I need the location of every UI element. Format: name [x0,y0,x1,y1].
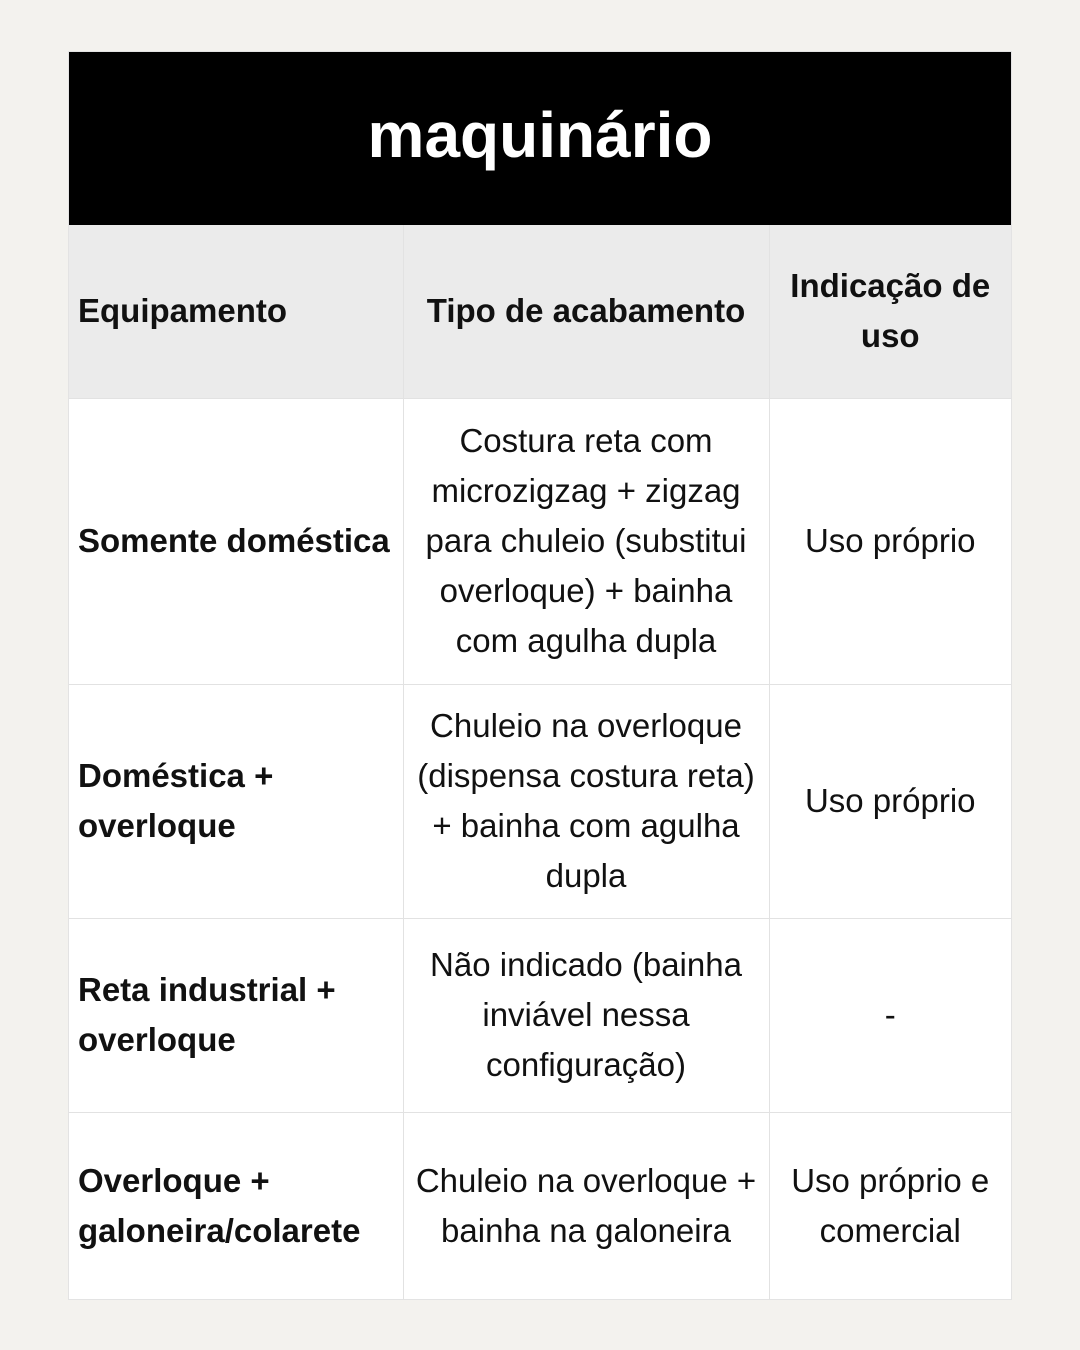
equipment-cell: Doméstica + overloque [69,684,403,918]
finish-cell: Chuleio na overloque (dispensa costura reta) + bainha com agulha dupla [403,684,769,918]
header-equipment: Equipamento [69,225,403,398]
title-bar [69,52,1011,225]
usage-cell: Uso próprio [769,684,1011,918]
usage-cell: Uso próprio e comercial [769,1112,1011,1300]
usage-cell: - [769,918,1011,1112]
header-usage: Indicação de uso [769,225,1011,398]
table-row [69,1112,1011,1300]
finish-cell: Costura reta com microzigzag + zigzag para chuleio (substitui overloque) + bainha com agulha dupla [403,398,769,684]
table-header-row [69,225,1011,398]
usage-cell: Uso próprio [769,398,1011,684]
equipment-cell: Reta industrial + overloque [69,918,403,1112]
page-title: maquinário [367,98,713,171]
finish-cell: Não indicado (bainha inviável nessa configuração) [403,918,769,1112]
machinery-table [69,225,1011,1300]
header-finish-type: Tipo de acabamento [403,225,769,398]
machinery-card [68,51,1012,1300]
finish-cell: Chuleio na overloque + bainha na galoneira [403,1112,769,1300]
table-row [69,398,1011,684]
equipment-cell: Somente doméstica [69,398,403,684]
table-row [69,918,1011,1112]
table-row [69,684,1011,918]
equipment-cell: Overloque + galoneira/colarete [69,1112,403,1300]
